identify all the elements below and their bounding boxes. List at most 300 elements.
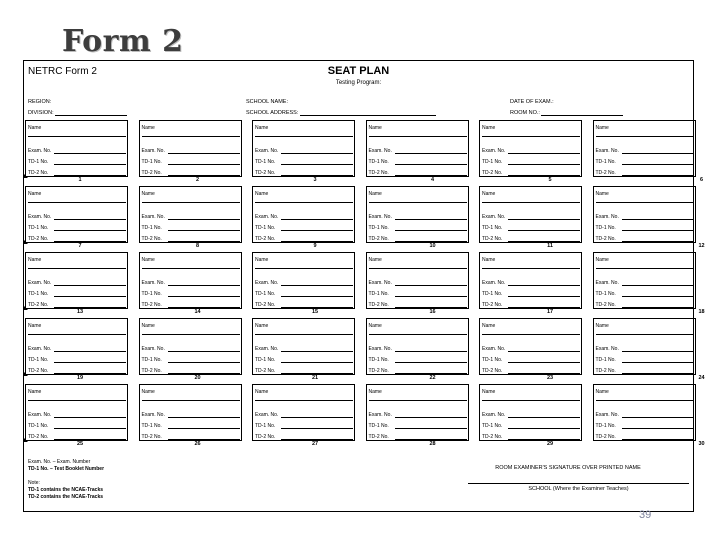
seat-field-td1[interactable]	[482, 291, 502, 297]
seat-field-td1[interactable]	[596, 159, 616, 165]
seat-field-name[interactable]	[596, 191, 609, 197]
seat-field-name[interactable]	[482, 191, 495, 197]
seat-field-label: TD-2 No.	[141, 170, 162, 176]
seat-field-td1[interactable]	[142, 225, 162, 231]
seat-box[interactable]	[139, 384, 242, 441]
seat-field-td2[interactable]	[142, 368, 162, 374]
seat-field-td2[interactable]	[142, 170, 162, 176]
form-code: NETRC Form 2	[28, 66, 97, 77]
seat-field-td1[interactable]	[369, 225, 389, 231]
seat-box[interactable]	[139, 252, 242, 309]
seat-field-label: TD-1 No.	[482, 291, 503, 297]
seat-number: 10	[429, 243, 436, 249]
signature-line[interactable]	[468, 483, 689, 484]
seat-field-label: Exam. No.	[595, 148, 619, 154]
seat-field-name[interactable]	[142, 257, 155, 263]
seat-number: 5	[548, 177, 552, 183]
seat-field-exam-no[interactable]	[482, 412, 505, 418]
seat-box[interactable]	[25, 186, 128, 243]
seat-field-name[interactable]	[482, 257, 495, 263]
region-label: REGION:	[28, 99, 52, 105]
seat-field-name[interactable]	[482, 125, 495, 131]
seat-field-label: Exam. No.	[141, 280, 165, 286]
seat-field-label: TD-2 No.	[595, 170, 616, 176]
seat-field-label: Exam. No.	[28, 412, 52, 418]
note-2: TD-2 contains the NCAE-Tracks	[28, 494, 104, 500]
seat-box[interactable]	[479, 384, 582, 441]
seat-field-label: Name	[141, 389, 155, 395]
seat-field-td1[interactable]	[255, 291, 275, 297]
seat-field-label: Name	[595, 191, 609, 197]
seat-field-exam-no[interactable]	[28, 214, 51, 220]
seat-field-label: Exam. No.	[141, 346, 165, 352]
seat-field-label: TD-2 No.	[368, 236, 389, 242]
seat-field-name[interactable]	[255, 125, 268, 131]
seat-field-name[interactable]	[28, 191, 41, 197]
seat-field-td1[interactable]	[142, 159, 162, 165]
seat-field-name[interactable]	[255, 389, 268, 395]
seat-field-label: TD-2 No.	[28, 368, 49, 374]
seat-number: 24	[698, 375, 705, 381]
seat-box[interactable]	[479, 252, 582, 309]
seat-field-label: TD-2 No.	[482, 170, 503, 176]
seat-box[interactable]	[366, 384, 469, 441]
seat-box[interactable]	[593, 252, 696, 309]
seat-field-exam-no[interactable]	[482, 280, 505, 286]
seat-field-td1[interactable]	[142, 357, 162, 363]
seat-field-label: Exam. No.	[595, 412, 619, 418]
seat-field-label: TD-2 No.	[255, 368, 276, 374]
seat-field-label: Exam. No.	[255, 346, 279, 352]
seat-number: 15	[311, 309, 319, 315]
seat-box[interactable]	[139, 186, 242, 243]
seat-field-label: Name	[482, 389, 496, 395]
seat-field-exam-no[interactable]	[369, 346, 392, 352]
seat-field-td2[interactable]	[255, 434, 275, 440]
seat-field-label: TD-2 No.	[255, 236, 276, 242]
seat-field-td2[interactable]	[482, 236, 502, 242]
seat-field-name[interactable]	[28, 257, 41, 263]
seat-field-label: TD-2 No.	[595, 434, 616, 440]
seat-field-td2[interactable]	[369, 434, 389, 440]
seat-number: 17	[546, 309, 554, 315]
seat-field-name[interactable]	[369, 125, 382, 131]
seat-field-label: TD-1 No.	[368, 423, 389, 429]
seat-field-label: TD-1 No.	[482, 423, 503, 429]
region-field[interactable]	[28, 99, 51, 105]
seat-number: 21	[311, 375, 319, 381]
seat-field-td2[interactable]	[596, 368, 616, 374]
legend-exam-no: Exam. No. – Exam. Number	[28, 459, 91, 465]
note-1: TD-1 contains the NCAE-Tracks	[28, 487, 104, 493]
seat-field-name[interactable]	[596, 125, 609, 131]
seat-field-exam-no[interactable]	[596, 148, 619, 154]
school-address-label: SCHOOL ADDRESS:	[246, 110, 299, 116]
seat-field-td2[interactable]	[369, 170, 389, 176]
seat-field-td2[interactable]	[28, 302, 48, 308]
seat-field-name[interactable]	[28, 323, 41, 329]
seat-field-td2[interactable]	[596, 434, 616, 440]
seat-field-td1[interactable]	[255, 423, 275, 429]
seat-field-label: TD-1 No.	[595, 291, 616, 297]
seat-field-label: TD-1 No.	[482, 357, 503, 363]
seat-field-label: Name	[368, 323, 382, 329]
seat-field-label: TD-1 No.	[255, 291, 276, 297]
seat-box[interactable]	[366, 252, 469, 309]
seat-field-label: Exam. No.	[482, 148, 506, 154]
seat-field-td1[interactable]	[369, 159, 389, 165]
seat-field-exam-no[interactable]	[28, 346, 51, 352]
seat-number: 22	[429, 375, 436, 381]
seat-field-name[interactable]	[142, 191, 155, 197]
seat-field-label: TD-2 No.	[255, 170, 276, 176]
seat-field-label: Name	[595, 323, 609, 329]
seat-field-label: TD-1 No.	[141, 357, 162, 363]
seat-box[interactable]	[139, 120, 242, 177]
seat-field-label: TD-1 No.	[368, 291, 389, 297]
seat-number: 7	[78, 243, 82, 249]
seat-field-td1[interactable]	[482, 357, 502, 363]
seat-number: 3	[313, 177, 317, 183]
seat-field-label: TD-1 No.	[28, 291, 49, 297]
school-address-field[interactable]	[246, 109, 436, 116]
seat-field-td1[interactable]	[142, 423, 162, 429]
seat-number: 9	[313, 243, 317, 249]
seat-field-exam-no[interactable]	[28, 412, 51, 418]
seat-field-label: TD-1 No.	[255, 423, 276, 429]
seat-field-exam-no[interactable]	[596, 412, 619, 418]
seat-field-exam-no[interactable]	[369, 412, 392, 418]
seat-number: 30	[698, 441, 705, 447]
seat-field-label: TD-2 No.	[368, 434, 389, 440]
seat-field-label: Name	[368, 389, 382, 395]
seat-box[interactable]	[366, 120, 469, 177]
seat-field-exam-no[interactable]	[596, 214, 619, 220]
seat-box[interactable]	[593, 186, 696, 243]
seat-field-label: Exam. No.	[28, 214, 52, 220]
seat-field-td1[interactable]	[596, 291, 616, 297]
seat-field-td2[interactable]	[28, 368, 48, 374]
slide-title: Form 2	[62, 24, 184, 59]
seat-field-name[interactable]	[255, 257, 268, 263]
seat-field-td1[interactable]	[369, 291, 389, 297]
seat-number: 16	[429, 309, 436, 315]
seat-field-label: TD-1 No.	[141, 291, 162, 297]
seat-field-label: TD-1 No.	[595, 225, 616, 231]
seat-field-label: Exam. No.	[368, 346, 392, 352]
seat-field-label: TD-1 No.	[141, 225, 162, 231]
seat-field-label: Name	[368, 191, 382, 197]
seat-field-label: Exam. No.	[482, 280, 506, 286]
seat-number: 4	[430, 177, 435, 183]
seat-field-exam-no[interactable]	[142, 148, 165, 154]
seat-field-label: Exam. No.	[28, 148, 52, 154]
seat-field-label: Name	[141, 191, 155, 197]
seat-field-td1[interactable]	[255, 159, 275, 165]
seat-field-td2[interactable]	[28, 236, 48, 242]
seat-field-td2[interactable]	[142, 434, 162, 440]
seat-box[interactable]	[252, 120, 355, 177]
seat-field-label: Exam. No.	[255, 280, 279, 286]
seat-field-label: TD-2 No.	[595, 368, 616, 374]
seat-field-label: Name	[595, 257, 609, 263]
seat-field-label: TD-1 No.	[28, 225, 49, 231]
seat-field-td1[interactable]	[28, 159, 48, 165]
seat-field-name[interactable]	[142, 323, 155, 329]
seat-field-exam-no[interactable]	[142, 280, 165, 286]
seat-box[interactable]	[25, 252, 128, 309]
seat-field-label: Name	[368, 125, 382, 131]
seat-field-td2[interactable]	[369, 236, 389, 242]
seat-field-label: Exam. No.	[141, 214, 165, 220]
seat-field-label: Name	[482, 257, 496, 263]
seat-field-td2[interactable]	[596, 302, 616, 308]
division-field[interactable]	[28, 109, 127, 116]
seat-field-td2[interactable]	[255, 170, 275, 176]
seat-box[interactable]	[252, 318, 355, 375]
seat-box[interactable]	[252, 384, 355, 441]
seat-field-label: Exam. No.	[28, 280, 52, 286]
seat-field-label: TD-1 No.	[368, 159, 389, 165]
seat-field-td2[interactable]	[482, 302, 502, 308]
seat-field-label: Exam. No.	[28, 346, 52, 352]
seat-field-label: Name	[28, 257, 42, 263]
seat-number: 13	[76, 309, 84, 315]
seat-number: 28	[429, 441, 436, 447]
seat-field-label: TD-2 No.	[482, 368, 503, 374]
seat-field-td1[interactable]	[596, 423, 616, 429]
seat-field-name[interactable]	[255, 323, 268, 329]
seat-field-td1[interactable]	[28, 423, 48, 429]
seat-field-label: TD-2 No.	[482, 302, 503, 308]
room-no-field[interactable]	[510, 109, 623, 116]
seat-field-exam-no[interactable]	[482, 214, 505, 220]
seat-field-label: Exam. No.	[595, 280, 619, 286]
seat-field-label: TD-2 No.	[141, 236, 162, 242]
seat-field-td2[interactable]	[255, 368, 275, 374]
seat-field-name[interactable]	[482, 389, 495, 395]
seat-number: 12	[698, 243, 705, 249]
seat-field-name[interactable]	[596, 323, 609, 329]
seat-field-td2[interactable]	[482, 368, 502, 374]
seat-field-td2[interactable]	[142, 236, 162, 242]
seat-field-label: Name	[368, 257, 382, 263]
date-of-exam-field[interactable]	[510, 99, 554, 105]
seat-field-exam-no[interactable]	[369, 148, 392, 154]
seat-field-label: Name	[28, 323, 42, 329]
seat-box[interactable]	[593, 318, 696, 375]
seat-field-td1[interactable]	[28, 357, 48, 363]
seat-field-label: Exam. No.	[255, 214, 279, 220]
seat-box[interactable]	[593, 120, 696, 177]
seat-plan-form	[23, 60, 705, 512]
seat-field-exam-no[interactable]	[596, 280, 619, 286]
seat-field-label: TD-1 No.	[595, 357, 616, 363]
seat-field-td1[interactable]	[482, 225, 502, 231]
seat-field-name[interactable]	[596, 389, 609, 395]
seat-field-td1[interactable]	[596, 225, 616, 231]
seat-field-td1[interactable]	[255, 225, 275, 231]
seat-field-label: Name	[255, 389, 269, 395]
seat-field-exam-no[interactable]	[28, 280, 51, 286]
seat-field-label: Name	[141, 323, 155, 329]
seat-field-label: TD-1 No.	[28, 423, 49, 429]
seat-number: 6	[699, 177, 704, 183]
signature-label: ROOM EXAMINER'S SIGNATURE OVER PRINTED NAME	[495, 465, 641, 471]
seat-box[interactable]	[252, 252, 355, 309]
seat-box[interactable]	[479, 318, 582, 375]
seat-field-label: TD-2 No.	[368, 302, 389, 308]
seat-field-exam-no[interactable]	[255, 148, 278, 154]
seat-number: 20	[194, 375, 201, 381]
seat-field-label: Name	[255, 323, 269, 329]
seat-field-label: TD-1 No.	[255, 357, 276, 363]
form-title: SEAT PLAN	[327, 65, 390, 77]
seat-field-label: Name	[141, 257, 155, 263]
seat-field-label: TD-2 No.	[482, 236, 503, 242]
seat-field-label: Name	[482, 125, 496, 131]
seat-field-td1[interactable]	[255, 357, 275, 363]
seat-field-td2[interactable]	[369, 368, 389, 374]
seat-field-label: TD-2 No.	[28, 302, 49, 308]
seat-box[interactable]	[25, 120, 128, 177]
seat-field-label: TD-2 No.	[28, 236, 49, 242]
seat-field-label: TD-2 No.	[141, 368, 162, 374]
seat-box[interactable]	[593, 384, 696, 441]
seat-field-td1[interactable]	[28, 225, 48, 231]
seat-field-exam-no[interactable]	[142, 412, 165, 418]
seat-field-label: Exam. No.	[482, 346, 506, 352]
seat-field-td1[interactable]	[28, 291, 48, 297]
seat-number: 25	[76, 441, 84, 447]
seat-box[interactable]	[139, 318, 242, 375]
seat-field-label: TD-1 No.	[255, 159, 276, 165]
seat-field-exam-no[interactable]	[142, 214, 165, 220]
seat-field-label: TD-2 No.	[28, 434, 49, 440]
seat-field-td2[interactable]	[482, 434, 502, 440]
seat-number: 8	[195, 243, 200, 249]
seat-box[interactable]	[479, 186, 582, 243]
seat-field-label: Exam. No.	[368, 214, 392, 220]
seat-field-td1[interactable]	[142, 291, 162, 297]
seat-number: 11	[547, 243, 553, 249]
seat-field-exam-no[interactable]	[255, 412, 278, 418]
seat-field-name[interactable]	[369, 389, 382, 395]
seat-box[interactable]	[366, 186, 469, 243]
seat-field-label: TD-2 No.	[368, 368, 389, 374]
seat-field-td2[interactable]	[142, 302, 162, 308]
seat-number: 18	[698, 309, 705, 315]
page-number: 39	[639, 509, 652, 521]
seat-box[interactable]	[25, 384, 128, 441]
seat-number: 29	[546, 441, 554, 447]
seat-field-td2[interactable]	[596, 236, 616, 242]
seat-field-exam-no[interactable]	[369, 214, 392, 220]
seat-box[interactable]	[252, 186, 355, 243]
seat-field-exam-no[interactable]	[482, 148, 505, 154]
seat-field-name[interactable]	[255, 191, 268, 197]
seat-number: 1	[78, 177, 82, 183]
seat-field-label: Exam. No.	[255, 148, 279, 154]
seat-field-name[interactable]	[596, 257, 609, 263]
seat-field-name[interactable]	[369, 257, 382, 263]
seat-field-label: TD-1 No.	[595, 423, 616, 429]
seat-field-td2[interactable]	[28, 434, 48, 440]
seat-field-label: TD-1 No.	[141, 159, 162, 165]
seat-field-td1[interactable]	[596, 357, 616, 363]
seat-field-label: Exam. No.	[255, 412, 279, 418]
seat-field-td1[interactable]	[369, 423, 389, 429]
seat-field-td1[interactable]	[369, 357, 389, 363]
seat-field-label: Name	[255, 257, 269, 263]
seat-field-td1[interactable]	[482, 423, 502, 429]
seat-field-name[interactable]	[142, 389, 155, 395]
seat-field-label: TD-1 No.	[141, 423, 162, 429]
seat-field-label: TD-1 No.	[255, 225, 276, 231]
seat-field-label: Name	[28, 389, 42, 395]
school-name-field[interactable]	[246, 99, 288, 105]
seat-number: 14	[194, 309, 201, 315]
seat-box[interactable]	[479, 120, 582, 177]
seat-box[interactable]	[366, 318, 469, 375]
seat-field-name[interactable]	[369, 323, 382, 329]
seat-field-label: TD-1 No.	[28, 357, 49, 363]
seat-field-label: Name	[482, 191, 496, 197]
seat-field-label: Name	[255, 125, 269, 131]
room-no-label: ROOM NO.:	[510, 110, 540, 116]
seat-field-name[interactable]	[482, 323, 495, 329]
seat-field-name[interactable]	[142, 125, 155, 131]
seat-field-label: TD-2 No.	[595, 302, 616, 308]
seat-field-label: TD-1 No.	[482, 159, 503, 165]
seat-field-td2[interactable]	[596, 170, 616, 176]
seat-field-label: Exam. No.	[141, 412, 165, 418]
seat-field-label: TD-1 No.	[28, 159, 49, 165]
seat-box[interactable]	[25, 318, 128, 375]
note-title: Note:	[28, 480, 40, 486]
seat-field-exam-no[interactable]	[142, 346, 165, 352]
legend-td1: TD-1 No. – Test Booklet Number	[28, 466, 105, 472]
seat-field-name[interactable]	[28, 125, 41, 131]
seat-field-label: TD-2 No.	[141, 302, 162, 308]
seat-field-exam-no[interactable]	[255, 280, 278, 286]
seat-field-td1[interactable]	[482, 159, 502, 165]
seat-field-td2[interactable]	[255, 236, 275, 242]
division-label: DIVISION:	[28, 110, 54, 116]
seat-field-label: Exam. No.	[482, 412, 506, 418]
seat-field-label: Name	[595, 125, 609, 131]
seat-field-exam-no[interactable]	[28, 148, 51, 154]
date-of-exam-label: DATE OF EXAM.:	[510, 99, 554, 105]
seat-field-exam-no[interactable]	[482, 346, 505, 352]
seat-field-td2[interactable]	[369, 302, 389, 308]
seat-field-name[interactable]	[369, 191, 382, 197]
seat-field-exam-no[interactable]	[255, 346, 278, 352]
seat-field-label: Exam. No.	[141, 148, 165, 154]
seat-field-td2[interactable]	[28, 170, 48, 176]
seat-field-label: Exam. No.	[482, 214, 506, 220]
seat-field-label: Exam. No.	[595, 346, 619, 352]
seat-field-exam-no[interactable]	[369, 280, 392, 286]
seat-field-exam-no[interactable]	[255, 214, 278, 220]
seat-field-label: Name	[482, 323, 496, 329]
seat-field-td2[interactable]	[482, 170, 502, 176]
seat-field-label: Exam. No.	[368, 412, 392, 418]
seat-field-exam-no[interactable]	[596, 346, 619, 352]
seat-field-label: TD-2 No.	[482, 434, 503, 440]
seat-field-td2[interactable]	[255, 302, 275, 308]
seat-field-name[interactable]	[28, 389, 41, 395]
